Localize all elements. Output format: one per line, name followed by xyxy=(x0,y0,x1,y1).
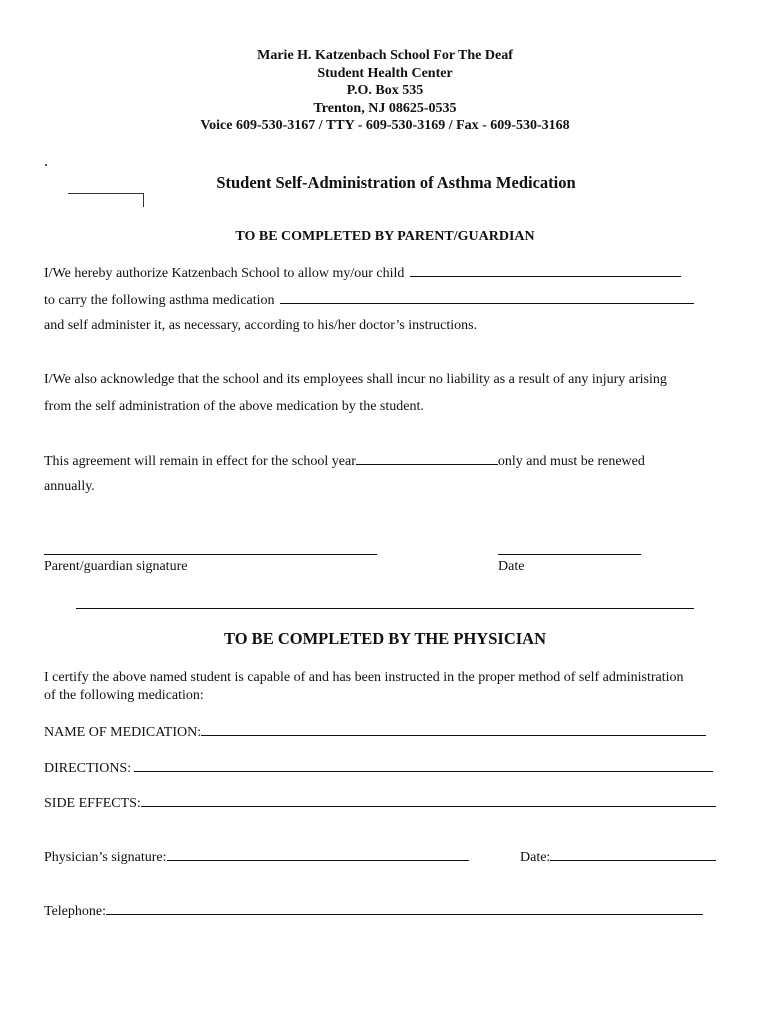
telephone-label: Telephone: xyxy=(44,904,106,919)
physician-section-heading: TO BE COMPLETED BY THE PHYSICIAN xyxy=(224,629,546,648)
school-year-field[interactable] xyxy=(356,452,498,465)
certify-text: I certify the above named student is capable of and has been instructed in the proper method of self administration of the following medication: xyxy=(44,670,684,703)
parent-section-heading: TO BE COMPLETED BY PARENT/GUARDIAN xyxy=(235,229,535,244)
school-name: Marie H. Katzenbach School For The Deaf xyxy=(257,48,513,63)
directions-field[interactable] xyxy=(134,759,713,772)
carry-text: to carry the following asthma medication xyxy=(44,293,275,308)
medication-name-field[interactable] xyxy=(201,723,706,736)
side-effects-row xyxy=(44,794,716,812)
medication-name-row xyxy=(44,723,706,741)
parent-date-label: Date xyxy=(498,559,525,574)
agreement-line2: annually. xyxy=(44,479,95,494)
directions-row xyxy=(44,759,713,777)
child-name-row xyxy=(44,264,681,282)
parent-signature-label: Parent/guardian signature xyxy=(44,559,188,574)
agreement-suffix: only and must be renewed xyxy=(497,454,645,469)
physician-date-row xyxy=(520,848,716,866)
contact-numbers: Voice 609-530-3167 / TTY - 609-530-3169 / Fax - 609-530-3168 xyxy=(200,118,570,133)
liability-text-line1: I/We also acknowledge that the school and its employees shall incur no liability as a result of any injury arising xyxy=(44,372,667,387)
agreement-prefix: This agreement will remain in effect for the school year xyxy=(44,454,356,469)
form-title: Student Self-Administration of Asthma Medication xyxy=(216,173,576,192)
side-effects-label: SIDE EFFECTS: xyxy=(44,796,141,811)
parent-signature-field[interactable] xyxy=(44,554,377,555)
section-divider xyxy=(76,608,694,609)
physician-signature-row xyxy=(44,848,469,866)
medication-name-label: NAME OF MEDICATION: xyxy=(44,725,202,740)
physician-date-field[interactable] xyxy=(550,848,716,861)
child-name-field[interactable] xyxy=(410,264,681,277)
telephone-field[interactable] xyxy=(106,902,703,915)
authorize-text: I/We hereby authorize Katzenbach School to allow my/our child xyxy=(44,266,405,281)
department-name: Student Health Center xyxy=(317,65,453,81)
self-admin-text: and self administer it, as necessary, according to his/her doctor’s instructions. xyxy=(44,318,478,333)
liability-text-line2: from the self administration of the above medication by the student. xyxy=(44,399,424,414)
side-effects-field[interactable] xyxy=(141,794,716,807)
physician-signature-label: Physician’s signature: xyxy=(44,850,167,865)
parent-medication-field[interactable] xyxy=(280,291,694,304)
agreement-row xyxy=(44,452,645,470)
school-header xyxy=(0,47,770,135)
medication-row xyxy=(44,291,694,309)
po-box: P.O. Box 535 xyxy=(346,83,424,98)
stray-mark xyxy=(45,164,47,166)
parent-date-field[interactable] xyxy=(498,554,641,555)
city-state-zip: Trenton, NJ 08625-0535 xyxy=(313,100,457,116)
telephone-row xyxy=(44,902,703,920)
corner-box xyxy=(68,193,144,207)
physician-date-label: Date: xyxy=(520,850,551,865)
directions-label: DIRECTIONS: xyxy=(44,761,132,776)
physician-signature-field[interactable] xyxy=(167,848,469,861)
